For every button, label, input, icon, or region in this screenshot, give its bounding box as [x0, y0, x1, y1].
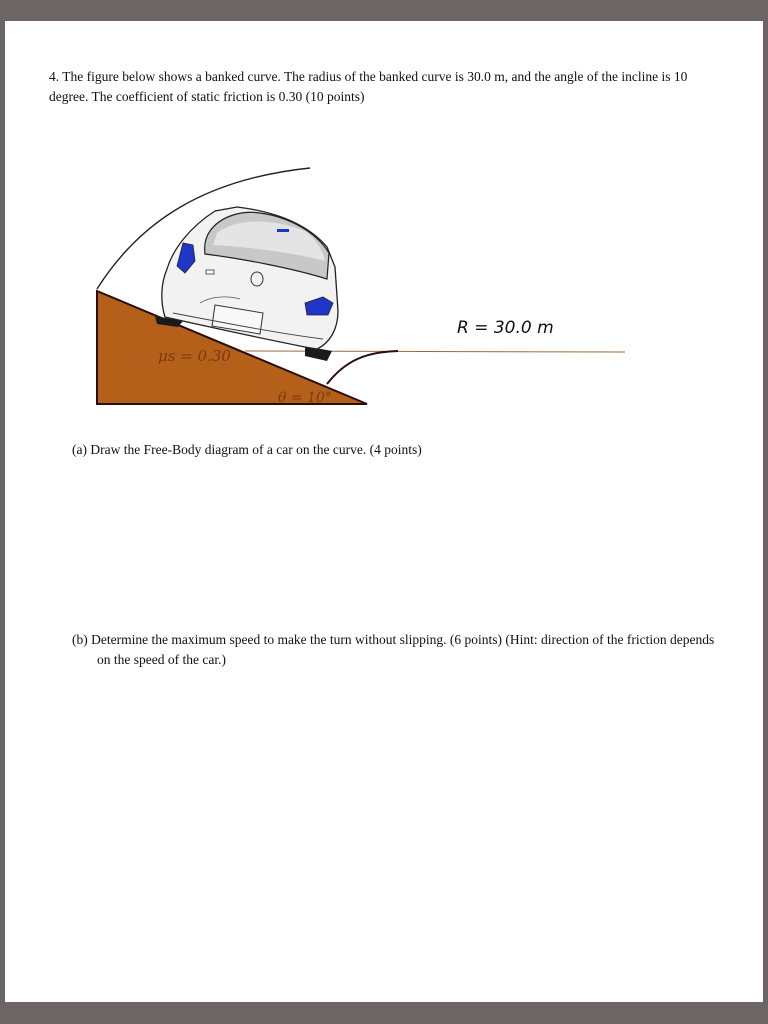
bank-inner-curve: [327, 351, 398, 384]
part-a-text: (a) Draw the Free-Body diagram of a car on the curve. (4 points): [72, 442, 422, 457]
question-text: 4. The figure below shows a banked curve. The radius of the banked curve is 30.0 m, and the angle of the incline is 10 degree. The coefficient of static friction is 0.30 (10 points): [49, 69, 688, 104]
part-b-text: (b) Determine the maximum speed to make the turn without slipping. (6 points) (Hint: direction of the friction depends on the speed of the car.): [72, 632, 715, 667]
banked-curve-figure: [5, 21, 763, 441]
document-page: [5, 21, 763, 1002]
theta-label: θ = 10°: [278, 390, 332, 406]
radius-label: R = 30.0 m: [457, 318, 554, 338]
radius-line: [245, 351, 625, 352]
mu-label: μs = 0.30: [158, 347, 231, 365]
